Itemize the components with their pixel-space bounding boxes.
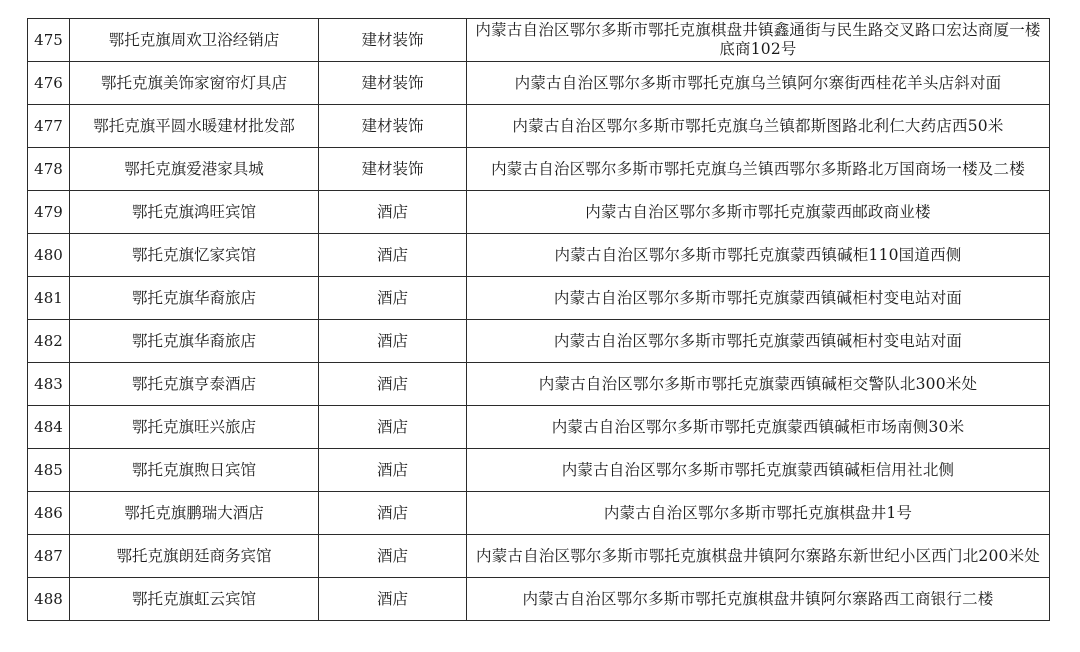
merchant-name-cell: 鄂托克旗亨泰酒店 — [70, 363, 319, 406]
row-number-cell: 487 — [28, 535, 70, 578]
row-number-cell: 488 — [28, 578, 70, 621]
table-row — [28, 406, 1050, 449]
row-number-cell: 481 — [28, 277, 70, 320]
merchant-name-cell: 鄂托克旗鸿旺宾馆 — [70, 191, 319, 234]
table-row — [28, 62, 1050, 105]
address-cell: 内蒙古自治区鄂尔多斯市鄂托克旗棋盘井镇阿尔寨路西工商银行二楼 — [467, 578, 1050, 621]
merchant-table — [27, 18, 1050, 621]
address-cell: 内蒙古自治区鄂尔多斯市鄂托克旗棋盘井镇阿尔寨路东新世纪小区西门北200米处 — [467, 535, 1050, 578]
address-cell: 内蒙古自治区鄂尔多斯市鄂托克旗蒙西镇碱柜市场南侧30米 — [467, 406, 1050, 449]
address-cell: 内蒙古自治区鄂尔多斯市鄂托克旗蒙西镇碱柜信用社北侧 — [467, 449, 1050, 492]
address-cell: 内蒙古自治区鄂尔多斯市鄂托克旗蒙西镇碱柜村变电站对面 — [467, 320, 1050, 363]
category-cell: 建材装饰 — [319, 62, 467, 105]
table-row — [28, 105, 1050, 148]
category-cell: 酒店 — [319, 363, 467, 406]
category-cell: 酒店 — [319, 492, 467, 535]
category-cell: 酒店 — [319, 191, 467, 234]
address-cell: 内蒙古自治区鄂尔多斯市鄂托克旗乌兰镇西鄂尔多斯路北万国商场一楼及二楼 — [467, 148, 1050, 191]
table-row — [28, 19, 1050, 62]
merchant-name-cell: 鄂托克旗平圆水暖建材批发部 — [70, 105, 319, 148]
table-row — [28, 191, 1050, 234]
category-cell: 建材装饰 — [319, 105, 467, 148]
merchant-list-sheet — [27, 18, 1050, 621]
row-number-cell: 485 — [28, 449, 70, 492]
table-row — [28, 234, 1050, 277]
address-cell: 内蒙古自治区鄂尔多斯市鄂托克旗乌兰镇阿尔寨街西桂花羊头店斜对面 — [467, 62, 1050, 105]
category-cell: 酒店 — [319, 320, 467, 363]
table-row — [28, 148, 1050, 191]
address-cell: 内蒙古自治区鄂尔多斯市鄂托克旗蒙西镇碱柜交警队北300米处 — [467, 363, 1050, 406]
table-row — [28, 363, 1050, 406]
category-cell: 酒店 — [319, 406, 467, 449]
table-row — [28, 535, 1050, 578]
table-row — [28, 320, 1050, 363]
table-row — [28, 492, 1050, 535]
merchant-name-cell: 鄂托克旗鹏瑞大酒店 — [70, 492, 319, 535]
merchant-name-cell: 鄂托克旗煦日宾馆 — [70, 449, 319, 492]
row-number-cell: 477 — [28, 105, 70, 148]
merchant-name-cell: 鄂托克旗爱港家具城 — [70, 148, 319, 191]
category-cell: 酒店 — [319, 535, 467, 578]
address-cell: 内蒙古自治区鄂尔多斯市鄂托克旗蒙西镇碱柜110国道西侧 — [467, 234, 1050, 277]
row-number-cell: 486 — [28, 492, 70, 535]
row-number-cell: 478 — [28, 148, 70, 191]
address-cell: 内蒙古自治区鄂尔多斯市鄂托克旗棋盘井1号 — [467, 492, 1050, 535]
merchant-name-cell: 鄂托克旗忆家宾馆 — [70, 234, 319, 277]
table-row — [28, 449, 1050, 492]
row-number-cell: 476 — [28, 62, 70, 105]
address-cell: 内蒙古自治区鄂尔多斯市鄂托克旗蒙西邮政商业楼 — [467, 191, 1050, 234]
table-row — [28, 578, 1050, 621]
merchant-name-cell: 鄂托克旗朗廷商务宾馆 — [70, 535, 319, 578]
category-cell: 建材装饰 — [319, 19, 467, 62]
address-cell: 内蒙古自治区鄂尔多斯市鄂托克旗棋盘井镇鑫通街与民生路交叉路口宏达商厦一楼底商102号 — [467, 19, 1050, 62]
table-row — [28, 277, 1050, 320]
address-cell: 内蒙古自治区鄂尔多斯市鄂托克旗乌兰镇都斯图路北利仁大药店西50米 — [467, 105, 1050, 148]
merchant-name-cell: 鄂托克旗旺兴旅店 — [70, 406, 319, 449]
merchant-name-cell: 鄂托克旗华裔旅店 — [70, 320, 319, 363]
merchant-name-cell: 鄂托克旗虹云宾馆 — [70, 578, 319, 621]
merchant-name-cell: 鄂托克旗华裔旅店 — [70, 277, 319, 320]
row-number-cell: 483 — [28, 363, 70, 406]
merchant-name-cell: 鄂托克旗周欢卫浴经销店 — [70, 19, 319, 62]
category-cell: 酒店 — [319, 277, 467, 320]
category-cell: 酒店 — [319, 449, 467, 492]
merchant-table-body — [28, 19, 1050, 621]
row-number-cell: 480 — [28, 234, 70, 277]
address-cell: 内蒙古自治区鄂尔多斯市鄂托克旗蒙西镇碱柜村变电站对面 — [467, 277, 1050, 320]
row-number-cell: 475 — [28, 19, 70, 62]
row-number-cell: 479 — [28, 191, 70, 234]
category-cell: 酒店 — [319, 234, 467, 277]
category-cell: 酒店 — [319, 578, 467, 621]
category-cell: 建材装饰 — [319, 148, 467, 191]
merchant-name-cell: 鄂托克旗美饰家窗帘灯具店 — [70, 62, 319, 105]
row-number-cell: 484 — [28, 406, 70, 449]
row-number-cell: 482 — [28, 320, 70, 363]
